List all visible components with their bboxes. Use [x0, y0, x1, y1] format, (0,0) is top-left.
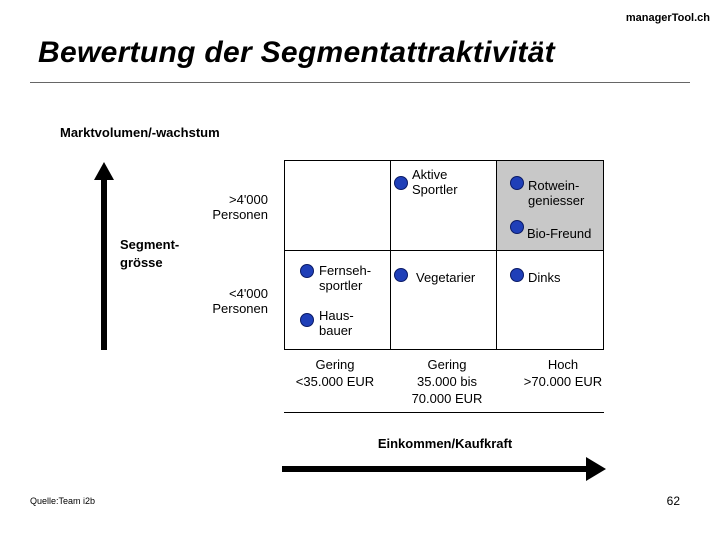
column-label-low — [280, 356, 390, 390]
source-note: Quelle:Team i2b — [30, 496, 96, 506]
page-number: 62 — [666, 494, 680, 508]
matrix-divider-vertical — [390, 160, 391, 350]
column-label-high — [508, 356, 618, 390]
x-axis-label: Einkommen/Kaufkraft — [377, 436, 513, 451]
segment-dot — [510, 268, 524, 282]
segment-vegetarier — [416, 270, 475, 285]
segment-fernsehsportler — [319, 263, 371, 293]
segment-dot — [300, 264, 314, 278]
segment-name-line: Fernseh- — [319, 263, 372, 278]
segment-name-line: Dinks — [528, 270, 561, 285]
segment-aktive-sportler — [412, 167, 458, 197]
segment-name-line: sportler — [319, 278, 363, 293]
segment-name-line: geniesser — [528, 193, 585, 208]
segment-dot — [300, 313, 314, 327]
segment-size-line-2: grösse — [120, 255, 163, 270]
row-label-large — [158, 192, 268, 222]
row-label-line: Personen — [212, 301, 268, 316]
column-label-line: Gering — [315, 357, 355, 372]
segment-name-line: Haus- — [319, 308, 354, 323]
segment-hausbauer — [319, 308, 354, 338]
segment-dot — [510, 176, 524, 190]
column-label-line: <35.000 EUR — [295, 374, 375, 389]
column-label-line: 70.000 EUR — [411, 391, 483, 406]
row-label-line: <4'000 — [229, 286, 268, 301]
segment-bio-freund — [527, 226, 591, 241]
column-baseline — [284, 412, 604, 413]
column-label-line: Gering — [427, 357, 467, 372]
segment-dot — [394, 268, 408, 282]
matrix-divider-horizontal — [284, 250, 604, 251]
segment-rotweingeniesser — [528, 178, 584, 208]
column-label-line: >70.000 EUR — [523, 374, 603, 389]
page-title: Bewertung der Segmentattraktivität — [38, 36, 555, 69]
title-divider — [30, 82, 690, 83]
column-label-medium — [392, 356, 502, 407]
segment-name-line: Vegetarier — [416, 270, 476, 285]
segment-name-line: Rotwein- — [528, 178, 580, 193]
segment-name-line: Sportler — [412, 182, 458, 197]
column-label-line: 35.000 bis — [417, 374, 477, 389]
column-label-line: Hoch — [547, 357, 579, 372]
segment-name-line: Aktive — [412, 167, 448, 182]
y-axis-label: Marktvolumen/-wachstum — [60, 125, 220, 140]
segment-dinks — [528, 270, 561, 285]
matrix-divider-vertical — [496, 160, 497, 350]
row-label-line: >4'000 — [229, 192, 268, 207]
brand-logo-text: managerTool.ch — [625, 12, 710, 24]
horizontal-arrow — [282, 456, 608, 482]
segment-name-line: bauer — [319, 323, 353, 338]
vertical-arrow — [92, 160, 116, 352]
segment-size-line-1: Segment- — [120, 237, 180, 252]
row-label-small — [158, 286, 268, 316]
segment-size-label — [120, 236, 179, 272]
segment-name-line: Bio-Freund — [527, 226, 592, 241]
segment-dot — [394, 176, 408, 190]
segment-dot — [510, 220, 524, 234]
row-label-line: Personen — [212, 207, 268, 222]
